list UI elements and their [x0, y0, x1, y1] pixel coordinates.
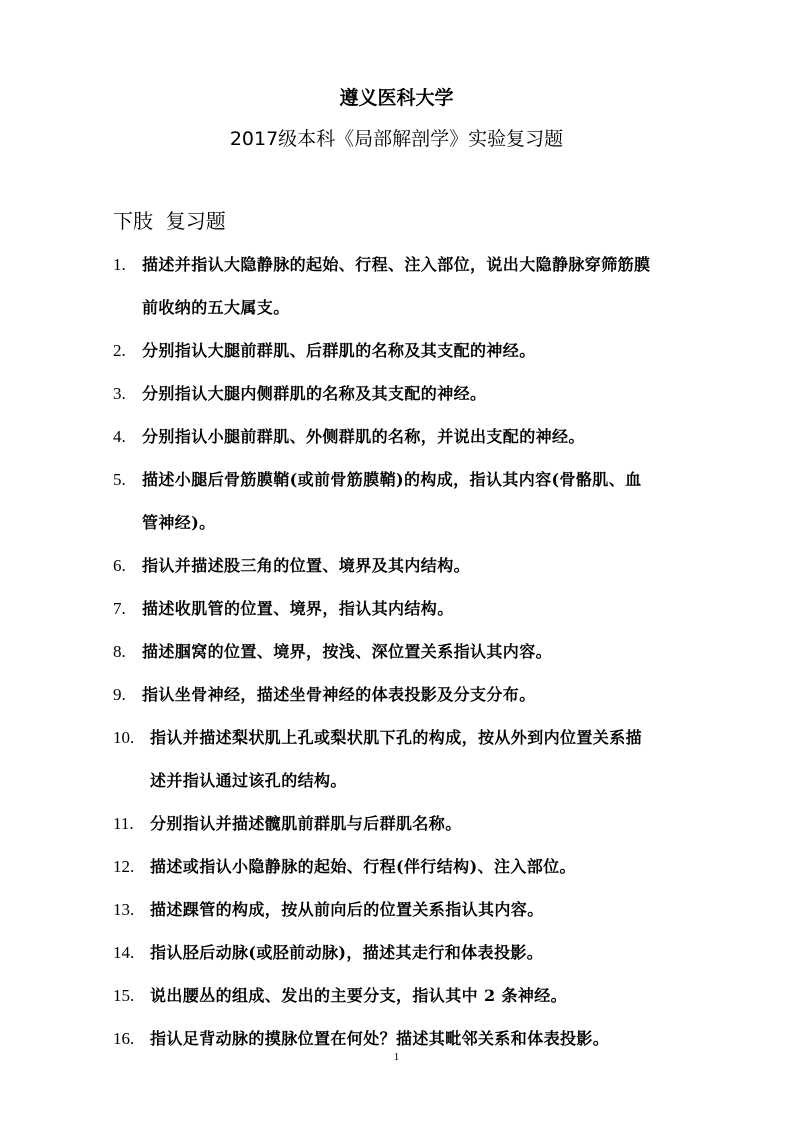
question-number: 1. [113, 255, 126, 274]
question-text: 描述踝管的构成，按从前向后的位置关系指认其内容。 [150, 900, 544, 919]
question-item-10 [113, 716, 642, 759]
question-number: 12. [113, 857, 135, 876]
question-number: 15. [113, 986, 135, 1005]
question-number: 10. [113, 728, 135, 747]
question-number: 2. [113, 341, 126, 360]
section-heading: 下肢 复习题 [113, 209, 226, 233]
question-number: 16. [113, 1029, 135, 1048]
question-item-9 [113, 673, 536, 716]
question-item-2 [113, 329, 536, 372]
question-text: 分别指认大腿内侧群肌的名称及其支配的神经。 [142, 384, 487, 403]
question-text: 指认足背动脉的摸脉位置在何处？描述其毗邻关系和体表投影。 [150, 1029, 610, 1048]
question-number: 6. [113, 556, 126, 575]
question-text: 说出腰丛的组成、发出的主要分支，指认其中 2 条神经。 [150, 986, 568, 1005]
question-number: 5. [113, 470, 126, 489]
question-text: 描述并指认大隐静脉的起始、行程、注入部位，说出大隐静脉穿筛筋膜 [142, 255, 651, 274]
question-item-5 [113, 458, 642, 501]
question-number: 9. [113, 685, 126, 704]
question-text: 描述或指认小隐静脉的起始、行程(伴行结构)、注入部位。 [150, 857, 576, 876]
question-continuation: 管神经)。 [142, 513, 216, 532]
question-item-4 [113, 415, 585, 458]
question-item-1 [113, 243, 650, 286]
question-text: 描述腘窝的位置、境界，按浅、深位置关系指认其内容。 [142, 642, 553, 661]
question-number: 13. [113, 900, 135, 919]
question-item-6 [113, 544, 470, 587]
question-item-7 [113, 587, 454, 630]
question-continuation: 述并指认通过该孔的结构。 [150, 771, 347, 790]
question-item-14 [113, 931, 543, 974]
question-text: 指认并描述梨状肌上孔或梨状肌下孔的构成，按从外到内位置关系描 [150, 728, 643, 747]
question-number: 3. [113, 384, 126, 403]
document-title: 2017级本科《局部解剖学》实验复习题 [229, 128, 564, 150]
question-text: 指认胫后动脉(或胫前动脉)，描述其走行和体表投影。 [150, 943, 544, 962]
question-item-12 [113, 845, 576, 888]
question-number: 7. [113, 599, 126, 618]
question-text: 描述收肌管的位置、境界，指认其内结构。 [142, 599, 454, 618]
question-number: 4. [113, 427, 126, 446]
question-text: 分别指认并描述髋肌前群肌与后群肌名称。 [150, 814, 462, 833]
question-text: 描述小腿后骨筋膜鞘(或前骨筋膜鞘)的构成，指认其内容(骨骼肌、血 [142, 470, 642, 489]
question-item-11 [113, 802, 462, 845]
page-number: 1 [393, 1051, 400, 1063]
question-item-13 [113, 888, 544, 931]
question-text: 分别指认小腿前群肌、外侧群肌的名称，并说出支配的神经。 [142, 427, 585, 446]
question-item-3 [113, 372, 486, 415]
question-number: 14. [113, 943, 135, 962]
question-text: 指认并描述股三角的位置、境界及其内结构。 [142, 556, 471, 575]
question-number: 8. [113, 642, 126, 661]
question-number: 11. [113, 814, 134, 833]
question-continuation: 前收纳的五大属支。 [142, 298, 290, 317]
question-item-8 [113, 630, 552, 673]
question-text: 分别指认大腿前群肌、后群肌的名称及其支配的神经。 [142, 341, 536, 360]
question-text: 指认坐骨神经，描述坐骨神经的体表投影及分支分布。 [142, 685, 536, 704]
question-item-15 [113, 974, 567, 1017]
school-name: 遵义医科大学 [339, 87, 454, 109]
